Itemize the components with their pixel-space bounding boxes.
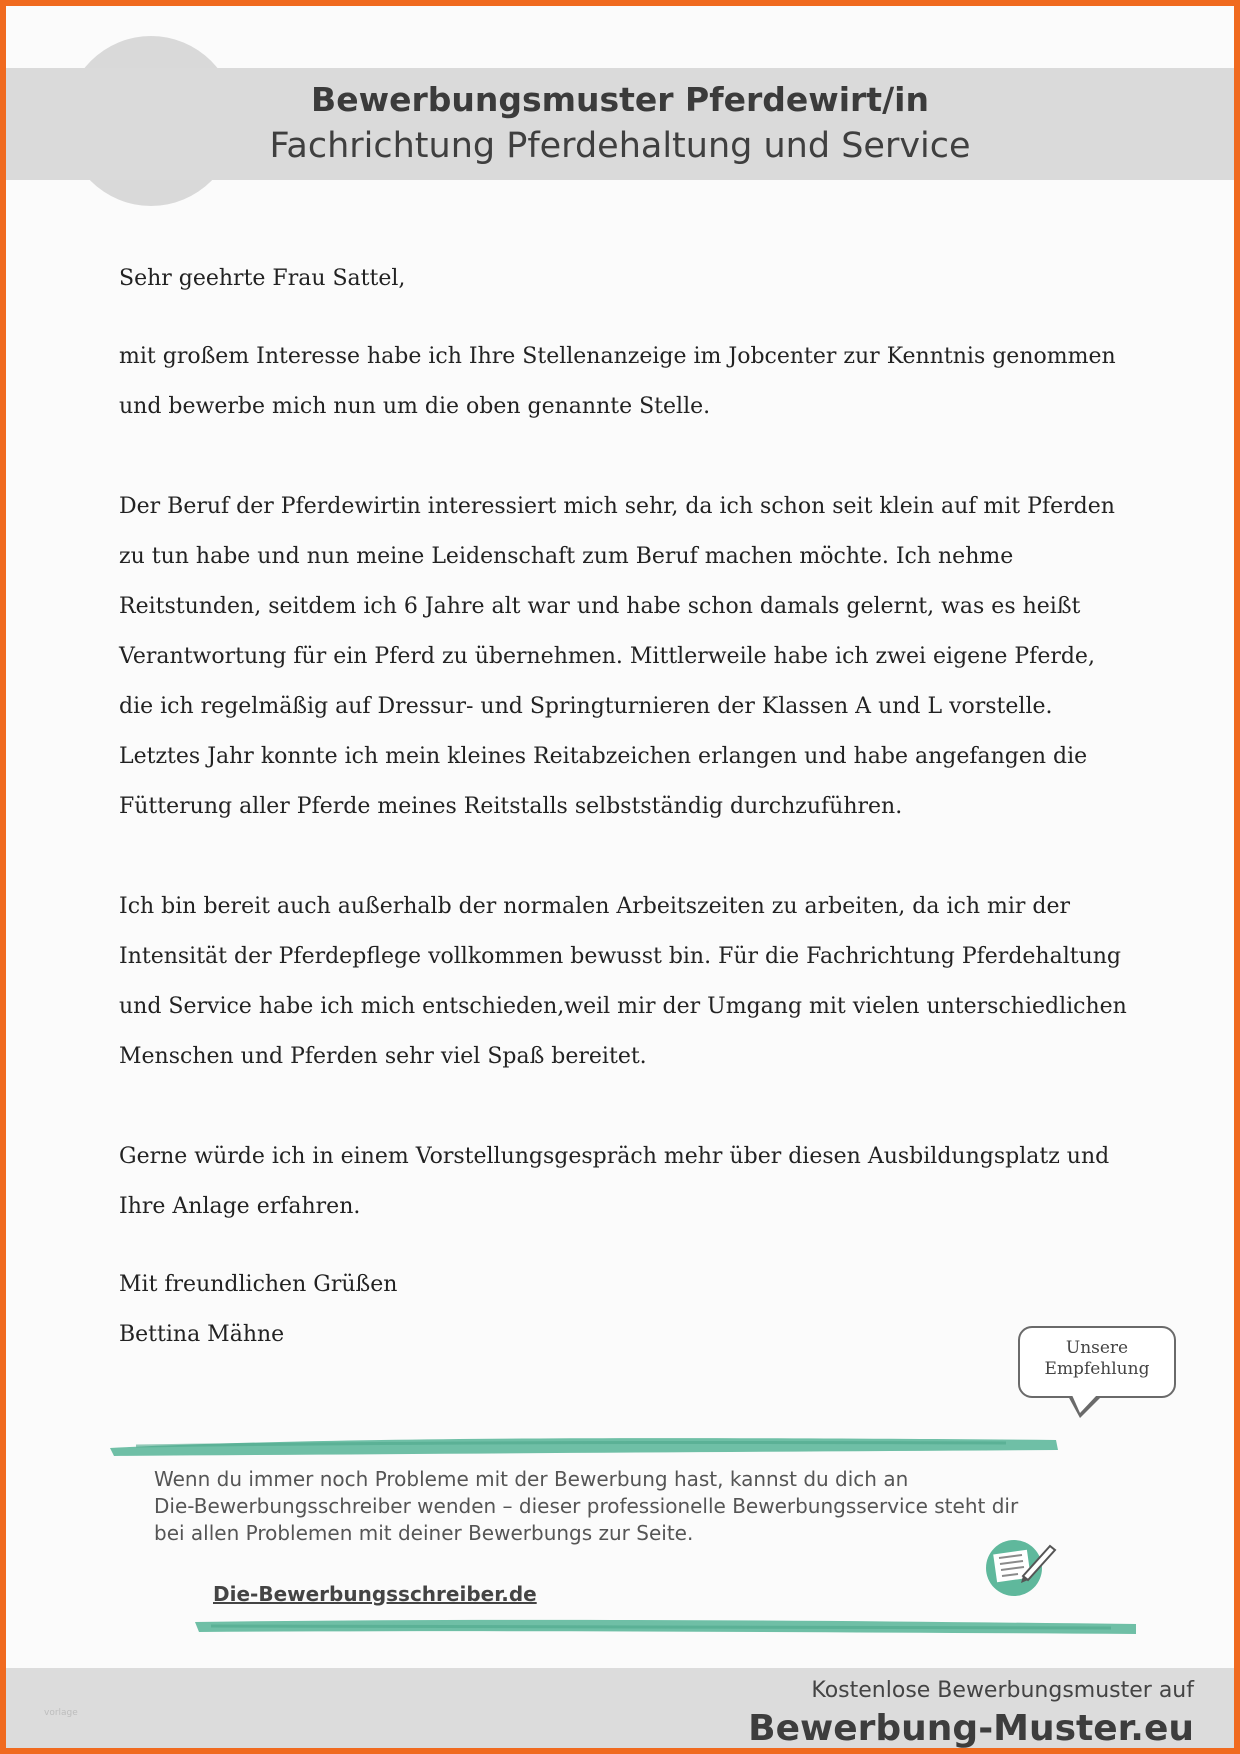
recommendation-line-3: bei allen Problemen mit deiner Bewerbungs zur Seite. <box>154 1521 694 1545</box>
letter-salutation: Sehr geehrte Frau Sattel, <box>119 266 406 291</box>
page-subtitle: Fachrichtung Pferdehaltung und Service <box>269 126 971 166</box>
letter-paragraph-3: Ich bin bereit auch außerhalb der normalen Arbeitszeiten zu arbeiten, da ich mir der Intensität der Pferdepflege vollkommen bewusst bin. Für die Fachrichtung Pferdehaltung und Service habe ich mich entschieden,weil mir der Umgang mit vielen unterschiedlichen Menschen und Pferden sehr viel Spaß bereitet. <box>119 894 1127 1069</box>
letter-paragraph-2: Der Beruf der Pferdewirtin interessiert mich sehr, da ich schon seit klein auf mit Pferden zu tun habe und nun meine Leidenschaft zum Beruf machen möchte. Ich nehme Reitstunden, seitdem ich 6 Jahre alt war und habe schon damals gelernt, was es heißt Verantwortung für ein Pferd zu übernehmen. Mittlerweile habe ich zwei eigene Pferde, die ich regelmäßig auf Dressur- und Springturnieren der Klassen A und L vorstelle. Letztes Jahr konnte ich mein kleines Reitabzeichen erlangen und habe angefangen die Fütterung aller Pferde meines Reitstalls selbstständig durchzuführen. <box>119 494 1115 819</box>
recommendation-line-2: Die-Bewerbungsschreiber wenden – dieser professionelle Bewerbungsservice steht dir <box>154 1494 1019 1518</box>
brush-stroke-top <box>106 1430 1066 1460</box>
page-title: Bewerbungsmuster Pferdewirt/in <box>311 80 929 119</box>
footer-tagline: Kostenlose Bewerbungsmuster auf <box>811 1678 1194 1703</box>
recommendation-line-1: Wenn du immer noch Probleme mit der Bewerbung hast, kannst du dich an <box>154 1467 909 1491</box>
recommendation-link[interactable]: Die-Bewerbungsschreiber.de <box>213 1582 537 1606</box>
letter-closing: Mit freundlichen Grüßen <box>119 1272 398 1297</box>
letter-signature: Bettina Mähne <box>119 1322 285 1347</box>
bubble-tail-inner <box>1072 1395 1097 1413</box>
letter-paragraph-4: Gerne würde ich in einem Vorstellungsgespräch mehr über diesen Ausbildungsplatz und Ihre Anlage erfahren. <box>119 1144 1110 1219</box>
letter-body <box>119 254 1129 1360</box>
footer-site-name[interactable]: Bewerbung-Muster.eu <box>748 1708 1194 1749</box>
recommendation-bubble <box>1018 1326 1176 1398</box>
footer-small-text: vorlage <box>44 1708 78 1718</box>
document-pen-icon <box>978 1534 1058 1598</box>
letter-paragraph-1: mit großem Interesse habe ich Ihre Stellenanzeige im Jobcenter zur Kenntnis genommen und bewerbe mich nun um die oben genannte Stelle. <box>119 344 1116 419</box>
recommendation-text <box>154 1466 1114 1547</box>
bubble-line-2: Empfehlung <box>1044 1359 1150 1379</box>
brush-stroke-bottom <box>191 1610 1141 1640</box>
bubble-line-1: Unsere <box>1065 1338 1129 1358</box>
